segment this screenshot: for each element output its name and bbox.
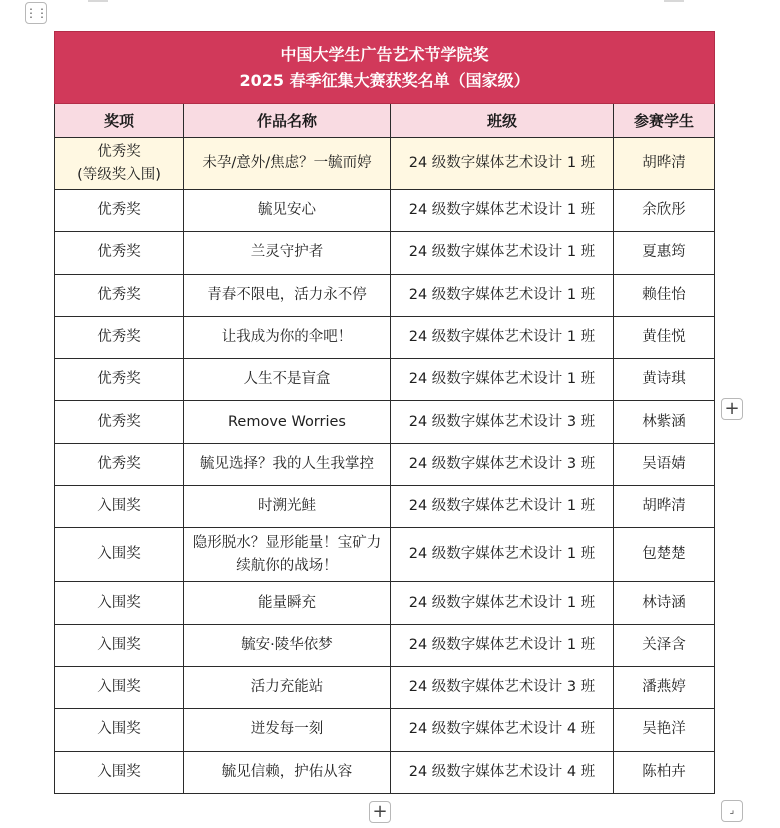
cell-class[interactable]: 24 级数字媒体艺术设计 1 班 [391,486,614,528]
cell-award[interactable] [55,624,184,666]
cell-work-name[interactable]: 活力充能站 [184,666,391,708]
cell-work-name[interactable]: 隐形脱水？显形能量！宝矿力续航你的战场！ [184,528,391,582]
award-label: 优秀奖 [97,143,141,160]
table-body [55,138,715,794]
resize-corner-icon[interactable]: ⌟ [721,800,743,822]
cell-class[interactable]: 24 级数字媒体艺术设计 4 班 [391,751,614,793]
award-note: (等级奖入围) [77,166,161,183]
table-row [55,232,715,274]
table-row [55,751,715,793]
cell-student[interactable]: 潘燕婷 [614,666,715,708]
cell-class[interactable]: 24 级数字媒体艺术设计 3 班 [391,401,614,443]
cell-award[interactable] [55,401,184,443]
table-row [55,443,715,485]
cell-student[interactable]: 陈柏卉 [614,751,715,793]
table-row [55,582,715,624]
cell-work-name[interactable]: 人生不是盲盒 [184,359,391,401]
cell-award[interactable] [55,138,184,190]
cell-work-name[interactable]: 毓见信赖，护佑从容 [184,751,391,793]
cell-class[interactable]: 24 级数字媒体艺术设计 1 班 [391,190,614,232]
cell-work-name[interactable]: 毓安·陵华依梦 [184,624,391,666]
cell-award[interactable] [55,443,184,485]
table-row [55,190,715,232]
cell-award[interactable] [55,274,184,316]
top-edge-mark-right [664,0,684,2]
cell-award[interactable] [55,190,184,232]
cell-class[interactable]: 24 级数字媒体艺术设计 4 班 [391,709,614,751]
award-label: 入围奖 [97,498,141,515]
cell-class[interactable]: 24 级数字媒体艺术设计 1 班 [391,528,614,582]
add-row-plus-icon[interactable]: + [369,801,391,823]
table-row [55,274,715,316]
award-table [54,31,715,794]
cell-student[interactable]: 林紫涵 [614,401,715,443]
cell-work-name[interactable]: 兰灵守护者 [184,232,391,274]
award-label: 优秀奖 [97,413,141,430]
award-label: 入围奖 [97,721,141,738]
award-label: 入围奖 [97,546,141,563]
cell-work-name[interactable]: 毓见选择？我的人生我掌控 [184,443,391,485]
cell-student[interactable]: 吴艳洋 [614,709,715,751]
cell-student[interactable]: 胡晔清 [614,486,715,528]
cell-class[interactable]: 24 级数字媒体艺术设计 1 班 [391,274,614,316]
cell-student[interactable]: 黄诗琪 [614,359,715,401]
cell-work-name[interactable]: 能量瞬充 [184,582,391,624]
cell-student[interactable]: 关泽含 [614,624,715,666]
cell-class[interactable]: 24 级数字媒体艺术设计 3 班 [391,666,614,708]
cell-student[interactable]: 黄佳悦 [614,316,715,358]
cell-award[interactable] [55,528,184,582]
cell-award[interactable] [55,232,184,274]
cell-class[interactable]: 24 级数字媒体艺术设计 1 班 [391,138,614,190]
cell-student[interactable]: 林诗涵 [614,582,715,624]
award-label: 优秀奖 [97,371,141,388]
header-class: 班级 [391,104,614,138]
cell-award[interactable] [55,666,184,708]
cell-work-name[interactable]: 青春不限电，活力永不停 [184,274,391,316]
cell-student[interactable]: 包楚楚 [614,528,715,582]
award-label: 入围奖 [97,594,141,611]
cell-work-name[interactable]: 未孕/意外/焦虑？一毓而婷 [184,138,391,190]
table-row [55,401,715,443]
drag-grip-icon[interactable]: ⋮⋮ [25,2,47,24]
title-line-2: 2025 春季征集大赛获奖名单（国家级） [239,70,530,90]
title-line-1: 中国大学生广告艺术节学院奖 [280,44,489,64]
table-row [55,624,715,666]
cell-work-name[interactable]: Remove Worries [184,401,391,443]
header-award: 奖项 [55,104,184,138]
cell-student[interactable]: 赖佳怡 [614,274,715,316]
cell-award[interactable] [55,751,184,793]
award-label: 入围奖 [97,636,141,653]
table-row [55,138,715,190]
cell-student[interactable]: 胡晔清 [614,138,715,190]
cell-award[interactable] [55,486,184,528]
cell-student[interactable]: 吴语婧 [614,443,715,485]
cell-award[interactable] [55,316,184,358]
header-student: 参赛学生 [614,104,715,138]
cell-award[interactable] [55,709,184,751]
add-column-plus-icon[interactable]: + [721,398,743,420]
table-row [55,486,715,528]
award-label: 优秀奖 [97,202,141,219]
table-row [55,666,715,708]
cell-class[interactable]: 24 级数字媒体艺术设计 1 班 [391,316,614,358]
table-title [55,32,715,104]
award-label: 入围奖 [97,763,141,780]
award-label: 优秀奖 [97,329,141,346]
header-work-name: 作品名称 [184,104,391,138]
table-row [55,359,715,401]
table-row [55,709,715,751]
cell-work-name[interactable]: 毓见安心 [184,190,391,232]
cell-student[interactable]: 夏惠筠 [614,232,715,274]
cell-class[interactable]: 24 级数字媒体艺术设计 1 班 [391,359,614,401]
top-edge-mark-left [88,0,108,2]
award-label: 优秀奖 [97,455,141,472]
cell-class[interactable]: 24 级数字媒体艺术设计 3 班 [391,443,614,485]
cell-class[interactable]: 24 级数字媒体艺术设计 1 班 [391,582,614,624]
table-row [55,528,715,582]
cell-work-name[interactable]: 时溯光鲑 [184,486,391,528]
cell-award[interactable] [55,359,184,401]
cell-class[interactable]: 24 级数字媒体艺术设计 1 班 [391,624,614,666]
award-label: 优秀奖 [97,244,141,261]
cell-award[interactable] [55,582,184,624]
cell-student[interactable]: 余欣彤 [614,190,715,232]
award-label: 入围奖 [97,679,141,696]
cell-work-name[interactable]: 迸发每一刻 [184,709,391,751]
cell-work-name[interactable]: 让我成为你的伞吧！ [184,316,391,358]
cell-class[interactable]: 24 级数字媒体艺术设计 1 班 [391,232,614,274]
award-label: 优秀奖 [97,286,141,303]
table-row [55,316,715,358]
